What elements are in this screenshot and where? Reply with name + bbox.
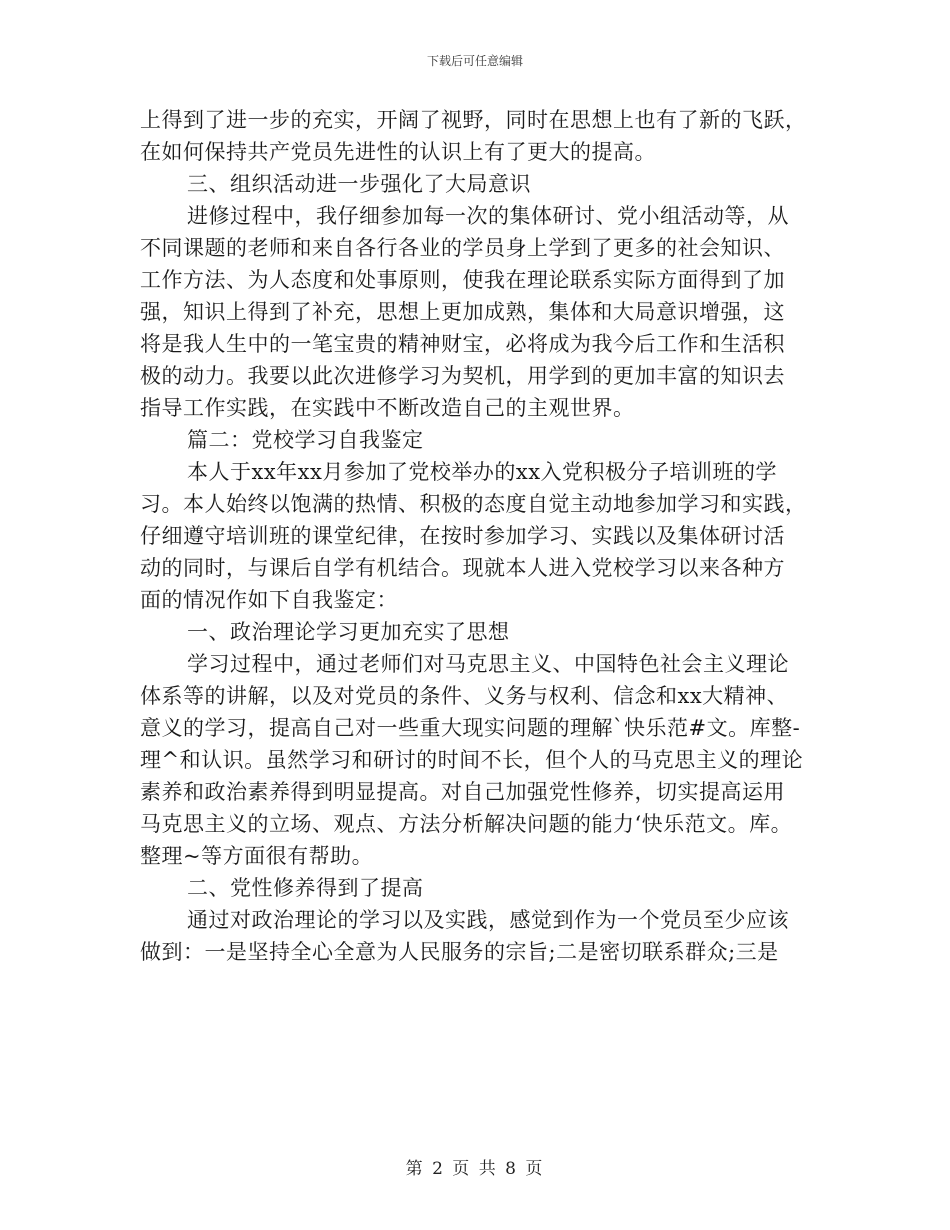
text-line: 将是我人生中的一笔宝贵的精神财宝，必将成为我今后工作和生活积 bbox=[140, 332, 785, 356]
section-heading: 三、组织活动进一步强化了大局意识 bbox=[187, 172, 531, 196]
text-line: 意义的学习，提高自己对一些重大现实问题的理解`快乐范#文。库整- bbox=[140, 716, 801, 740]
text-line: 本人于xx年xx月参加了党校举办的xx入党积极分子培训班的学 bbox=[187, 460, 778, 484]
text-line: 面的情况作如下自我鉴定： bbox=[140, 588, 398, 612]
text-line: 通过对政治理论的学习以及实践，感觉到作为一个党员至少应该 bbox=[187, 908, 789, 932]
text-line: 素养和政治素养得到明显提高。对自己加强党性修养，切实提高运用 bbox=[140, 780, 785, 804]
text-line: 上得到了进一步的充实，开阔了视野，同时在思想上也有了新的飞跃， bbox=[140, 108, 807, 132]
text-line: 整理~等方面很有帮助。 bbox=[140, 844, 374, 868]
text-line: 马克思主义的立场、观点、方法分析解决问题的能力‘快乐范文。库。 bbox=[140, 812, 793, 836]
page-footer: 第 2 页 共 8 页 bbox=[405, 1159, 545, 1179]
article-heading: 篇二：党校学习自我鉴定 bbox=[187, 428, 424, 452]
text-line: 体系等的讲解，以及对党员的条件、义务与权利、信念和xx大精神、 bbox=[140, 684, 789, 708]
text-line: 指导工作实践，在实践中不断改造自己的主观世界。 bbox=[140, 396, 635, 420]
text-line: 理^和认识。虽然学习和研讨的时间不长，但个人的马克思主义的理论 bbox=[140, 748, 804, 772]
text-line: 进修过程中，我仔细参加每一次的集体研讨、党小组活动等，从 bbox=[187, 204, 789, 228]
text-line: 动的同时，与课后自学有机结合。现就本人进入党校学习以来各种方 bbox=[140, 556, 785, 580]
text-line: 极的动力。我要以此次进修学习为契机，用学到的更加丰富的知识去 bbox=[140, 364, 785, 388]
text-line: 学习过程中，通过老师们对马克思主义、中国特色社会主义理论 bbox=[187, 652, 789, 676]
body-text bbox=[140, 104, 810, 968]
text-line: 强，知识上得到了补充，思想上更加成熟，集体和大局意识增强，这 bbox=[140, 300, 785, 324]
page-header: 下载后可任意编辑 bbox=[426, 54, 523, 68]
section-heading: 一、政治理论学习更加充实了思想 bbox=[187, 620, 510, 644]
text-line: 习。本人始终以饱满的热情、积极的态度自觉主动地参加学习和实践， bbox=[140, 492, 807, 516]
section-heading: 二、党性修养得到了提高 bbox=[187, 876, 424, 900]
text-line: 仔细遵守培训班的课堂纪律，在按时参加学习、实践以及集体研讨活 bbox=[140, 524, 785, 548]
text-line: 工作方法、为人态度和处事原则，使我在理论联系实际方面得到了加 bbox=[140, 268, 785, 292]
text-line: 做到：一是坚持全心全意为人民服务的宗旨;二是密切联系群众;三是 bbox=[140, 940, 779, 964]
text-line: 在如何保持共产党员先进性的认识上有了更大的提高。 bbox=[140, 140, 656, 164]
text-line: 不同课题的老师和来自各行各业的学员身上学到了更多的社会知识、 bbox=[140, 236, 785, 260]
